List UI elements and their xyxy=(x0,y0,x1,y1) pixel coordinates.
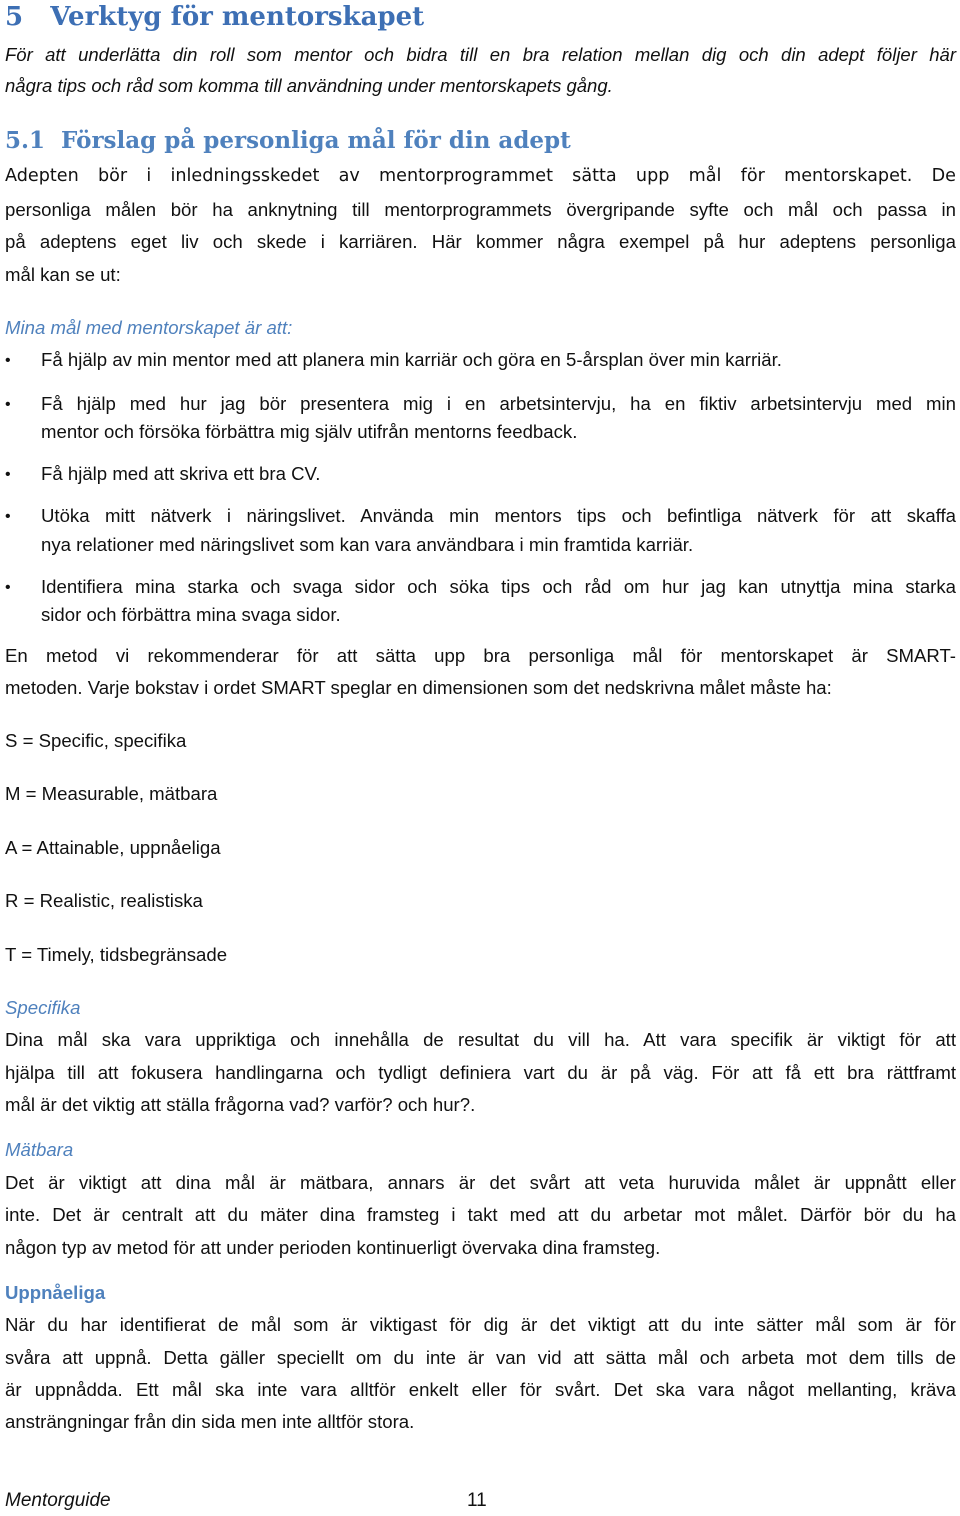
definition-line: är uppnådda. Ett mål ska inte vara alltför enkelt eller för svårt. Det ska vara något mellanting, kräva xyxy=(5,1379,956,1400)
footer-title: Mentorguide xyxy=(5,1490,111,1511)
definition-heading-specifika: Specifika xyxy=(5,997,81,1018)
goal-item-line: Identifiera mina starka och svaga sidor och söka tips och råd om hur jag kan utnyttja mina starka xyxy=(41,576,956,597)
bullet-symbol: • xyxy=(5,508,11,525)
definition-line: ansträngningar från din sida men inte alltför stora. xyxy=(5,1411,415,1432)
smart-letter-t: T = Timely, tidsbegränsade xyxy=(5,944,228,965)
section-intro-line: För att underlätta din roll som mentor och bidra till en bra relation mellan dig och din adept följer här xyxy=(5,44,956,65)
page-number: 11 xyxy=(467,1490,487,1511)
definition-line: Det är viktigt att dina mål är mätbara, annars är det svårt att veta huruvida målet är uppnått eller xyxy=(5,1172,956,1193)
smart-letter-m: M = Measurable, mätbara xyxy=(5,783,218,804)
section-heading xyxy=(5,2,424,32)
definition-line: Dina mål ska vara uppriktiga och innehålla de resultat du vill ha. Att vara specifik är viktigt för att xyxy=(5,1029,956,1050)
subsection-heading xyxy=(5,127,571,154)
paragraph-line: mål kan se ut: xyxy=(5,264,121,285)
goal-item-line: sidor och förbättra mina svaga sidor. xyxy=(41,604,341,625)
subsection-title: Förslag på personliga mål för din adept xyxy=(61,127,571,154)
section-title: Verktyg för mentorskapet xyxy=(50,2,425,32)
definition-line: svåra att uppnå. Detta gäller speciellt om du inte är van vid att sätta mål och arbeta mot dem tills de xyxy=(5,1347,956,1368)
subsection-number: 5.1 xyxy=(5,127,46,154)
goal-item-line: Utöka mitt nätverk i näringslivet. Använda min mentors tips och befintliga nätverk för att skaffa xyxy=(41,505,956,526)
definition-heading-uppnaeliga: Uppnåeliga xyxy=(5,1282,106,1303)
paragraph-line: Adepten bör i inledningsskedet av mentorprogrammet sätta upp mål för mentorskapet. De xyxy=(5,166,956,186)
bullet-symbol: • xyxy=(5,466,11,483)
bullet-symbol: • xyxy=(5,352,11,369)
definition-line: När du har identifierat de mål som är viktigast för dig är det viktigt att du inte sätter mål som är för xyxy=(5,1314,956,1335)
definition-line: inte. Det är centralt att du mäter dina framsteg i takt med att du arbetar mot målet. Därför bör du ha xyxy=(5,1204,956,1225)
bullet-symbol: • xyxy=(5,579,11,596)
goal-item-line: mentor och försöka förbättra mig själv utifrån mentorns feedback. xyxy=(41,421,578,442)
section-intro-line: några tips och råd som komma till användning under mentorskapets gång. xyxy=(5,75,613,96)
definition-line: någon typ av metod för att under perioden kontinuerligt övervaka dina framsteg. xyxy=(5,1237,661,1258)
smart-intro-line: En metod vi rekommenderar för att sätta upp bra personliga mål för mentorskapet är SMART- xyxy=(5,645,956,666)
paragraph-line: personliga målen bör ha anknytning till mentorprogrammets övergripande syfte och mål och passa in xyxy=(5,199,956,220)
definition-line: hjälpa till att fokusera handlingarna och tydligt definiera vart du är på väg. För att få ett bra rättframt xyxy=(5,1062,956,1083)
bullet-symbol: • xyxy=(5,396,11,413)
goal-item-line: Få hjälp med att skriva ett bra CV. xyxy=(41,463,321,484)
smart-letter-a: A = Attainable, uppnåeliga xyxy=(5,837,221,858)
section-number: 5 xyxy=(5,2,24,32)
paragraph-line: på adeptens eget liv och skede i karriären. Här kommer några exempel på hur adeptens personliga xyxy=(5,231,956,252)
smart-letter-s: S = Specific, specifika xyxy=(5,730,187,751)
goal-item-line: Få hjälp av min mentor med att planera min karriär och göra en 5-årsplan över min karriär. xyxy=(41,349,782,370)
definition-heading-matbara: Mätbara xyxy=(5,1139,74,1160)
goal-item-line: nya relationer med näringslivet som kan vara användbara i min framtida karriär. xyxy=(41,534,694,555)
goals-heading: Mina mål med mentorskapet är att: xyxy=(5,317,293,338)
definition-line: mål är det viktig att ställa frågorna vad? varför? och hur?. xyxy=(5,1094,476,1115)
goal-item-line: Få hjälp med hur jag bör presentera mig i en arbetsintervju, ha en fiktiv arbetsintervju med min xyxy=(41,393,956,414)
smart-letter-r: R = Realistic, realistiska xyxy=(5,890,203,911)
smart-intro-line: metoden. Varje bokstav i ordet SMART speglar en dimensionen som det nedskrivna målet måste ha: xyxy=(5,677,832,698)
